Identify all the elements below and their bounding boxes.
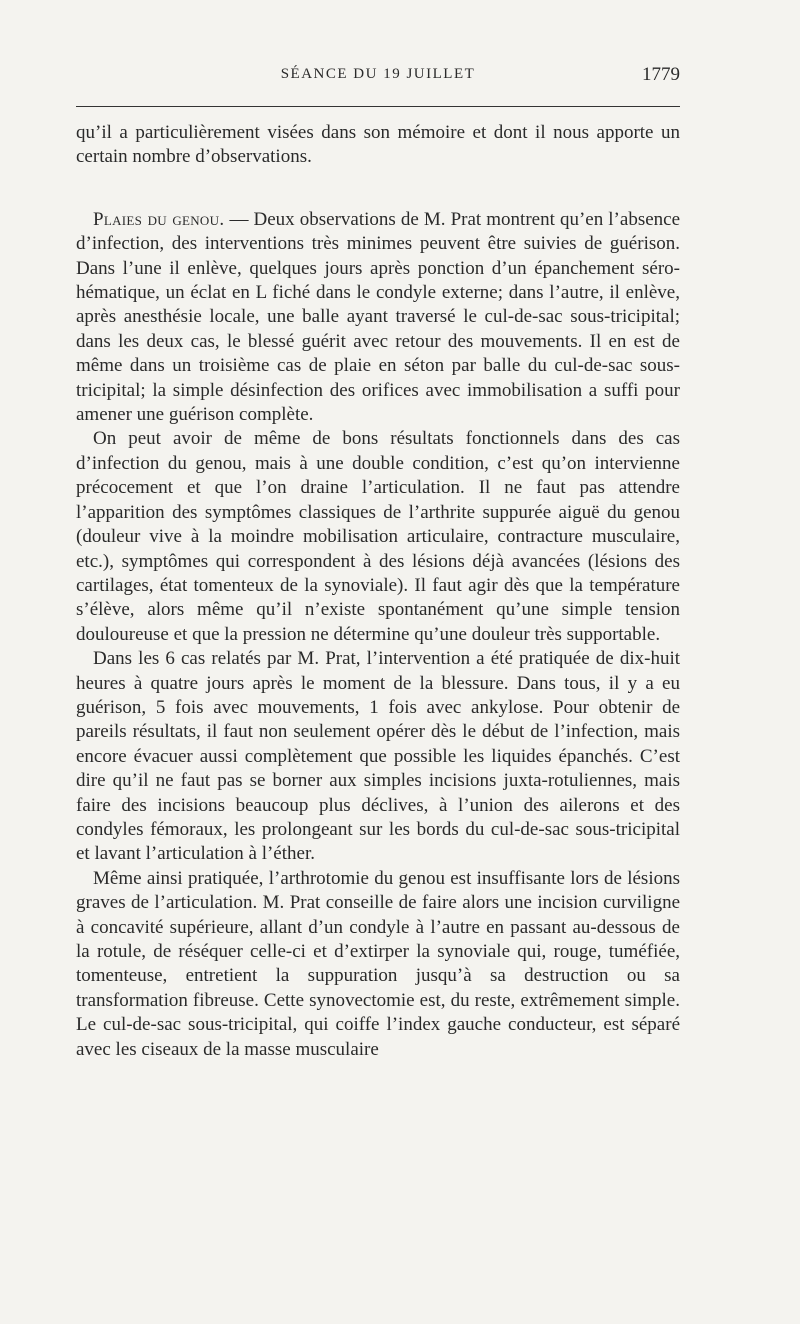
paragraph-1: qu’il a particulièrement visées dans son mémoire et dont il nous apporte un certain nombre d’observations. [76, 122, 680, 168]
body-text [76, 121, 680, 1062]
header-rule [76, 106, 680, 107]
section-gap [76, 170, 680, 208]
paragraph-4: Dans les 6 cas relatés par M. Prat, l’intervention a été pratiquée de dix-huit heures à quatre jours après le moment de la blessure. Dans tous, il y a eu guérison, 5 fois avec mouvements, 1 fois avec ankylose. Pour obtenir de pareils résultats, il faut non seulement opérer dès le début de l’infection, mais encore évacuer aussi complètement que possible les liquides épanchés. C’est dire qu’il ne faut pas se borner aux simples incisions juxta-rotuliennes, mais faire des incisions beaucoup plus déclives, à l’union des ailerons et des condyles fémoraux, les prolongeant sur les bords du cul-de-sac sous-tricipital et lavant l’articulation à l’éther. [76, 648, 680, 865]
page-number: 1779 [642, 64, 680, 85]
running-head: SÉANCE DU 19 JUILLET [280, 66, 476, 82]
paragraph-2-text: Deux observations de M. Prat montrent qu’en l’absence d’infection, des interventions très minimes peuvent être suivies de guérison. Dans l’une il enlève, quelques jours après ponction d’un épanchement séro-hématique, un éclat en L fiché dans le condyle externe; dans l’autre, il enlève, après anesthésie locale, une balle ayant traversé le cul-de-sac sous-tricipital; dans les deux cas, le blessé guérit avec retour des mouvements. Il en est de même dans un troisième cas de plaie en séton par balle du cul-de-sac sous-tricipital; la simple désinfection des orifices avec immobilisation a suffi pour amener une guérison complète. [76, 208, 681, 426]
paragraph-3: On peut avoir de même de bons résultats fonctionnels dans des cas d’infection du genou, mais à une double condition, c’est qu’on intervienne précocement et que l’on draine l’articulation. Il ne faut pas attendre l’apparition des symptômes classiques de l’arthrite suppurée aiguë du genou (douleur vive à la moindre mobilisation articulaire, contracture musculaire, etc.), symptômes qui correspondent à des lésions déjà avancées (lésions des cartilages, état tomenteux de la synoviale). Il faut agir dès que la température s’élève, alors même qu’il n’existe spontanément qu’une simple tension douloureuse et que la pression ne détermine qu’une douleur très supportable. [76, 428, 680, 645]
page-header [76, 66, 680, 94]
paragraph-2 [76, 208, 680, 428]
paragraph-5: Même ainsi pratiquée, l’arthrotomie du genou est insuffisante lors de lésions graves de l’articulation. M. Prat conseille de faire alors une incision curviligne à concavité supérieure, allant d’un condyle à l’autre en passant au-dessous de la rotule, de réséquer celle-ci et d’extirper la synoviale qui, rouge, tuméfiée, tomenteuse, entretient la suppuration jusqu’à sa destruction ou sa transformation fibreuse. Cette synovectomie est, du reste, extrêmement simple. Le cul-de-sac sous-tricipital, qui coiffe l’index gauche conducteur, est séparé avec les ciseaux de la masse musculaire [76, 867, 680, 1060]
section-heading: Plaies du genou. [93, 208, 225, 230]
heading-dash: — [224, 208, 254, 230]
